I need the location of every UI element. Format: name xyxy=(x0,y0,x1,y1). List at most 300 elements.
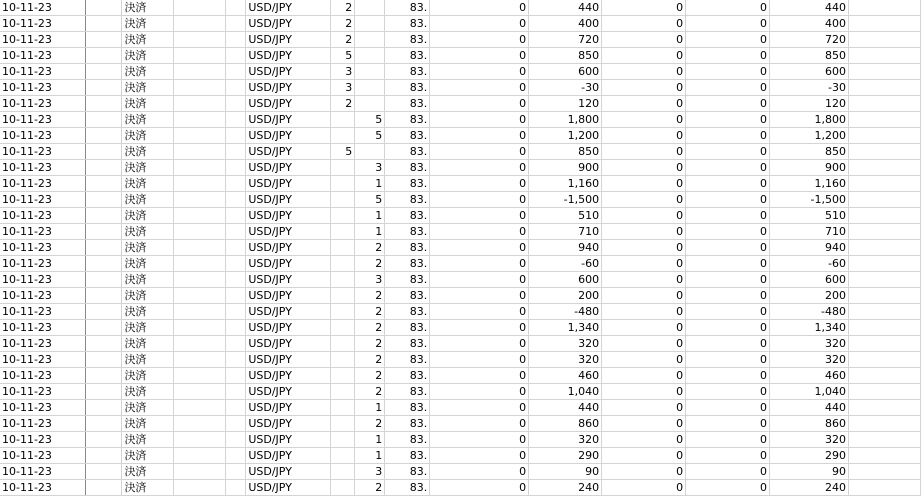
cell-empty[interactable] xyxy=(174,480,226,496)
cell-empty[interactable] xyxy=(174,336,226,352)
cell-date[interactable]: 10-11-23 xyxy=(0,464,86,480)
cell-qty-b[interactable]: 5 xyxy=(355,128,385,144)
cell-zero-1[interactable]: 0 xyxy=(430,240,529,256)
cell-empty[interactable] xyxy=(226,64,246,80)
cell-empty[interactable] xyxy=(86,160,122,176)
cell-zero-3[interactable]: 0 xyxy=(686,400,770,416)
cell-profit-loss[interactable]: 1,040 xyxy=(529,384,602,400)
cell-date[interactable]: 10-11-23 xyxy=(0,272,86,288)
cell-empty[interactable] xyxy=(226,160,246,176)
cell-price[interactable]: 83. xyxy=(385,128,430,144)
cell-profit-loss[interactable]: 600 xyxy=(529,64,602,80)
cell-empty[interactable] xyxy=(86,80,122,96)
cell-empty[interactable] xyxy=(174,16,226,32)
cell-zero-3[interactable]: 0 xyxy=(686,384,770,400)
cell-empty[interactable] xyxy=(226,240,246,256)
cell-qty-b[interactable]: 2 xyxy=(355,240,385,256)
cell-zero-1[interactable]: 0 xyxy=(430,416,529,432)
cell-empty[interactable] xyxy=(86,240,122,256)
cell-zero-3[interactable]: 0 xyxy=(686,464,770,480)
cell-zero-1[interactable]: 0 xyxy=(430,480,529,496)
cell-empty[interactable] xyxy=(174,192,226,208)
cell-profit-loss[interactable]: 900 xyxy=(529,160,602,176)
cell-zero-1[interactable]: 0 xyxy=(430,0,529,16)
cell-empty[interactable] xyxy=(174,432,226,448)
cell-qty-a[interactable] xyxy=(331,112,355,128)
cell-zero-3[interactable]: 0 xyxy=(686,112,770,128)
cell-zero-1[interactable]: 0 xyxy=(430,176,529,192)
cell-empty[interactable] xyxy=(174,208,226,224)
cell-date[interactable]: 10-11-23 xyxy=(0,144,86,160)
cell-zero-1[interactable]: 0 xyxy=(430,80,529,96)
cell-empty[interactable] xyxy=(226,272,246,288)
cell-type[interactable]: 決済 xyxy=(122,464,174,480)
cell-pair[interactable]: USD/JPY xyxy=(246,448,331,464)
cell-zero-1[interactable]: 0 xyxy=(430,336,529,352)
cell-pair[interactable]: USD/JPY xyxy=(246,416,331,432)
cell-total[interactable]: 510 xyxy=(770,208,849,224)
cell-date[interactable]: 10-11-23 xyxy=(0,288,86,304)
cell-total[interactable]: 460 xyxy=(770,368,849,384)
cell-empty[interactable] xyxy=(86,304,122,320)
cell-qty-a[interactable] xyxy=(331,256,355,272)
cell-empty[interactable] xyxy=(848,320,920,336)
cell-zero-3[interactable]: 0 xyxy=(686,432,770,448)
cell-date[interactable]: 10-11-23 xyxy=(0,192,86,208)
cell-empty[interactable] xyxy=(174,32,226,48)
cell-total[interactable]: 320 xyxy=(770,432,849,448)
cell-empty[interactable] xyxy=(226,128,246,144)
cell-empty[interactable] xyxy=(848,48,920,64)
cell-zero-2[interactable]: 0 xyxy=(602,448,686,464)
cell-empty[interactable] xyxy=(86,16,122,32)
cell-date[interactable]: 10-11-23 xyxy=(0,448,86,464)
cell-empty[interactable] xyxy=(226,352,246,368)
cell-zero-3[interactable]: 0 xyxy=(686,16,770,32)
cell-date[interactable]: 10-11-23 xyxy=(0,48,86,64)
cell-qty-b[interactable]: 2 xyxy=(355,256,385,272)
cell-zero-1[interactable]: 0 xyxy=(430,288,529,304)
cell-type[interactable]: 決済 xyxy=(122,368,174,384)
cell-qty-a[interactable] xyxy=(331,400,355,416)
cell-qty-a[interactable] xyxy=(331,288,355,304)
cell-empty[interactable] xyxy=(226,432,246,448)
cell-qty-a[interactable] xyxy=(331,432,355,448)
cell-zero-2[interactable]: 0 xyxy=(602,256,686,272)
cell-price[interactable]: 83. xyxy=(385,112,430,128)
cell-zero-3[interactable]: 0 xyxy=(686,32,770,48)
cell-zero-3[interactable]: 0 xyxy=(686,256,770,272)
cell-zero-2[interactable]: 0 xyxy=(602,416,686,432)
cell-total[interactable]: 440 xyxy=(770,400,849,416)
cell-zero-2[interactable]: 0 xyxy=(602,352,686,368)
cell-total[interactable]: -60 xyxy=(770,256,849,272)
cell-zero-3[interactable]: 0 xyxy=(686,320,770,336)
cell-qty-a[interactable] xyxy=(331,320,355,336)
cell-zero-1[interactable]: 0 xyxy=(430,112,529,128)
cell-type[interactable]: 決済 xyxy=(122,128,174,144)
cell-total[interactable]: 440 xyxy=(770,0,849,16)
cell-qty-a[interactable]: 2 xyxy=(331,16,355,32)
cell-type[interactable]: 決済 xyxy=(122,400,174,416)
cell-price[interactable]: 83. xyxy=(385,160,430,176)
cell-type[interactable]: 決済 xyxy=(122,112,174,128)
cell-qty-b[interactable]: 2 xyxy=(355,320,385,336)
cell-profit-loss[interactable]: 440 xyxy=(529,0,602,16)
cell-pair[interactable]: USD/JPY xyxy=(246,64,331,80)
cell-zero-3[interactable]: 0 xyxy=(686,224,770,240)
cell-zero-2[interactable]: 0 xyxy=(602,320,686,336)
cell-zero-2[interactable]: 0 xyxy=(602,0,686,16)
cell-profit-loss[interactable]: -30 xyxy=(529,80,602,96)
cell-empty[interactable] xyxy=(848,64,920,80)
cell-pair[interactable]: USD/JPY xyxy=(246,464,331,480)
cell-empty[interactable] xyxy=(848,352,920,368)
cell-empty[interactable] xyxy=(226,192,246,208)
cell-total[interactable]: 320 xyxy=(770,352,849,368)
cell-zero-2[interactable]: 0 xyxy=(602,160,686,176)
cell-empty[interactable] xyxy=(174,240,226,256)
cell-profit-loss[interactable]: 940 xyxy=(529,240,602,256)
cell-empty[interactable] xyxy=(226,464,246,480)
cell-pair[interactable]: USD/JPY xyxy=(246,256,331,272)
cell-date[interactable]: 10-11-23 xyxy=(0,16,86,32)
cell-empty[interactable] xyxy=(174,320,226,336)
cell-date[interactable]: 10-11-23 xyxy=(0,400,86,416)
cell-zero-3[interactable]: 0 xyxy=(686,416,770,432)
cell-empty[interactable] xyxy=(174,48,226,64)
cell-pair[interactable]: USD/JPY xyxy=(246,208,331,224)
cell-zero-1[interactable]: 0 xyxy=(430,272,529,288)
cell-total[interactable]: 1,040 xyxy=(770,384,849,400)
cell-zero-1[interactable]: 0 xyxy=(430,144,529,160)
cell-pair[interactable]: USD/JPY xyxy=(246,480,331,496)
cell-date[interactable]: 10-11-23 xyxy=(0,336,86,352)
cell-empty[interactable] xyxy=(174,416,226,432)
cell-zero-2[interactable]: 0 xyxy=(602,480,686,496)
cell-zero-1[interactable]: 0 xyxy=(430,96,529,112)
cell-profit-loss[interactable]: 320 xyxy=(529,336,602,352)
cell-pair[interactable]: USD/JPY xyxy=(246,304,331,320)
cell-price[interactable]: 83. xyxy=(385,400,430,416)
cell-profit-loss[interactable]: 1,800 xyxy=(529,112,602,128)
cell-profit-loss[interactable]: 320 xyxy=(529,352,602,368)
cell-pair[interactable]: USD/JPY xyxy=(246,48,331,64)
cell-zero-3[interactable]: 0 xyxy=(686,160,770,176)
cell-zero-2[interactable]: 0 xyxy=(602,400,686,416)
cell-pair[interactable]: USD/JPY xyxy=(246,288,331,304)
cell-zero-2[interactable]: 0 xyxy=(602,208,686,224)
cell-empty[interactable] xyxy=(848,128,920,144)
cell-empty[interactable] xyxy=(848,192,920,208)
cell-qty-b[interactable] xyxy=(355,80,385,96)
cell-date[interactable]: 10-11-23 xyxy=(0,32,86,48)
cell-zero-2[interactable]: 0 xyxy=(602,288,686,304)
cell-qty-a[interactable] xyxy=(331,128,355,144)
cell-type[interactable]: 決済 xyxy=(122,416,174,432)
cell-qty-b[interactable] xyxy=(355,96,385,112)
cell-empty[interactable] xyxy=(226,304,246,320)
cell-empty[interactable] xyxy=(174,80,226,96)
cell-date[interactable]: 10-11-23 xyxy=(0,64,86,80)
cell-profit-loss[interactable]: 120 xyxy=(529,96,602,112)
cell-pair[interactable]: USD/JPY xyxy=(246,352,331,368)
cell-profit-loss[interactable]: -1,500 xyxy=(529,192,602,208)
cell-price[interactable]: 83. xyxy=(385,240,430,256)
cell-qty-b[interactable]: 2 xyxy=(355,416,385,432)
cell-pair[interactable]: USD/JPY xyxy=(246,176,331,192)
cell-zero-1[interactable]: 0 xyxy=(430,256,529,272)
cell-type[interactable]: 決済 xyxy=(122,160,174,176)
cell-date[interactable]: 10-11-23 xyxy=(0,352,86,368)
cell-empty[interactable] xyxy=(174,400,226,416)
cell-qty-a[interactable]: 3 xyxy=(331,80,355,96)
cell-price[interactable]: 83. xyxy=(385,208,430,224)
cell-zero-1[interactable]: 0 xyxy=(430,304,529,320)
cell-zero-2[interactable]: 0 xyxy=(602,368,686,384)
cell-price[interactable]: 83. xyxy=(385,64,430,80)
cell-empty[interactable] xyxy=(86,48,122,64)
cell-empty[interactable] xyxy=(226,144,246,160)
cell-empty[interactable] xyxy=(848,240,920,256)
cell-empty[interactable] xyxy=(174,128,226,144)
cell-price[interactable]: 83. xyxy=(385,16,430,32)
cell-profit-loss[interactable]: 1,160 xyxy=(529,176,602,192)
cell-total[interactable]: -1,500 xyxy=(770,192,849,208)
cell-total[interactable]: -480 xyxy=(770,304,849,320)
cell-empty[interactable] xyxy=(86,0,122,16)
cell-type[interactable]: 決済 xyxy=(122,432,174,448)
cell-profit-loss[interactable]: 710 xyxy=(529,224,602,240)
cell-qty-a[interactable] xyxy=(331,480,355,496)
cell-qty-b[interactable]: 2 xyxy=(355,288,385,304)
cell-empty[interactable] xyxy=(226,16,246,32)
cell-zero-3[interactable]: 0 xyxy=(686,96,770,112)
cell-price[interactable]: 83. xyxy=(385,256,430,272)
cell-zero-1[interactable]: 0 xyxy=(430,208,529,224)
cell-qty-b[interactable]: 1 xyxy=(355,208,385,224)
cell-profit-loss[interactable]: 90 xyxy=(529,464,602,480)
cell-qty-a[interactable] xyxy=(331,160,355,176)
cell-qty-a[interactable] xyxy=(331,416,355,432)
cell-qty-b[interactable]: 2 xyxy=(355,304,385,320)
cell-empty[interactable] xyxy=(86,256,122,272)
cell-empty[interactable] xyxy=(174,304,226,320)
cell-pair[interactable]: USD/JPY xyxy=(246,432,331,448)
cell-empty[interactable] xyxy=(848,336,920,352)
cell-empty[interactable] xyxy=(226,96,246,112)
cell-price[interactable]: 83. xyxy=(385,96,430,112)
cell-empty[interactable] xyxy=(848,16,920,32)
cell-total[interactable]: 120 xyxy=(770,96,849,112)
cell-pair[interactable]: USD/JPY xyxy=(246,16,331,32)
cell-zero-1[interactable]: 0 xyxy=(430,16,529,32)
cell-zero-2[interactable]: 0 xyxy=(602,128,686,144)
cell-total[interactable]: 940 xyxy=(770,240,849,256)
cell-empty[interactable] xyxy=(174,112,226,128)
cell-zero-1[interactable]: 0 xyxy=(430,352,529,368)
cell-empty[interactable] xyxy=(86,64,122,80)
cell-zero-3[interactable]: 0 xyxy=(686,64,770,80)
cell-type[interactable]: 決済 xyxy=(122,352,174,368)
cell-pair[interactable]: USD/JPY xyxy=(246,400,331,416)
cell-type[interactable]: 決済 xyxy=(122,304,174,320)
cell-total[interactable]: 1,200 xyxy=(770,128,849,144)
cell-zero-2[interactable]: 0 xyxy=(602,240,686,256)
cell-type[interactable]: 決済 xyxy=(122,96,174,112)
cell-empty[interactable] xyxy=(848,176,920,192)
cell-empty[interactable] xyxy=(226,224,246,240)
cell-empty[interactable] xyxy=(848,32,920,48)
cell-profit-loss[interactable]: -60 xyxy=(529,256,602,272)
cell-type[interactable]: 決済 xyxy=(122,64,174,80)
cell-type[interactable]: 決済 xyxy=(122,240,174,256)
cell-empty[interactable] xyxy=(226,256,246,272)
cell-empty[interactable] xyxy=(848,112,920,128)
cell-total[interactable]: 1,800 xyxy=(770,112,849,128)
cell-profit-loss[interactable]: 400 xyxy=(529,16,602,32)
cell-empty[interactable] xyxy=(226,336,246,352)
cell-zero-2[interactable]: 0 xyxy=(602,16,686,32)
cell-empty[interactable] xyxy=(174,176,226,192)
cell-empty[interactable] xyxy=(848,448,920,464)
cell-pair[interactable]: USD/JPY xyxy=(246,112,331,128)
cell-empty[interactable] xyxy=(86,208,122,224)
cell-date[interactable]: 10-11-23 xyxy=(0,80,86,96)
cell-type[interactable]: 決済 xyxy=(122,224,174,240)
cell-type[interactable]: 決済 xyxy=(122,48,174,64)
cell-type[interactable]: 決済 xyxy=(122,448,174,464)
cell-zero-3[interactable]: 0 xyxy=(686,208,770,224)
cell-empty[interactable] xyxy=(174,272,226,288)
cell-empty[interactable] xyxy=(86,320,122,336)
cell-date[interactable]: 10-11-23 xyxy=(0,160,86,176)
cell-empty[interactable] xyxy=(174,256,226,272)
cell-empty[interactable] xyxy=(848,160,920,176)
cell-profit-loss[interactable]: 440 xyxy=(529,400,602,416)
cell-total[interactable]: 850 xyxy=(770,48,849,64)
cell-qty-b[interactable] xyxy=(355,32,385,48)
cell-empty[interactable] xyxy=(226,208,246,224)
cell-zero-2[interactable]: 0 xyxy=(602,224,686,240)
cell-qty-a[interactable] xyxy=(331,208,355,224)
cell-qty-b[interactable]: 1 xyxy=(355,448,385,464)
cell-zero-1[interactable]: 0 xyxy=(430,432,529,448)
cell-pair[interactable]: USD/JPY xyxy=(246,224,331,240)
cell-qty-a[interactable] xyxy=(331,304,355,320)
cell-date[interactable]: 10-11-23 xyxy=(0,256,86,272)
cell-zero-2[interactable]: 0 xyxy=(602,64,686,80)
cell-empty[interactable] xyxy=(86,144,122,160)
cell-profit-loss[interactable]: 200 xyxy=(529,288,602,304)
cell-date[interactable]: 10-11-23 xyxy=(0,480,86,496)
cell-empty[interactable] xyxy=(86,288,122,304)
cell-qty-a[interactable]: 3 xyxy=(331,64,355,80)
cell-empty[interactable] xyxy=(848,288,920,304)
cell-zero-2[interactable]: 0 xyxy=(602,464,686,480)
cell-price[interactable]: 83. xyxy=(385,0,430,16)
cell-empty[interactable] xyxy=(174,464,226,480)
cell-profit-loss[interactable]: 850 xyxy=(529,48,602,64)
cell-empty[interactable] xyxy=(848,304,920,320)
cell-date[interactable]: 10-11-23 xyxy=(0,112,86,128)
cell-total[interactable]: 860 xyxy=(770,416,849,432)
cell-empty[interactable] xyxy=(226,448,246,464)
cell-zero-1[interactable]: 0 xyxy=(430,320,529,336)
cell-zero-3[interactable]: 0 xyxy=(686,80,770,96)
cell-qty-b[interactable]: 3 xyxy=(355,160,385,176)
cell-date[interactable]: 10-11-23 xyxy=(0,368,86,384)
cell-empty[interactable] xyxy=(86,352,122,368)
cell-qty-b[interactable]: 1 xyxy=(355,176,385,192)
cell-price[interactable]: 83. xyxy=(385,320,430,336)
cell-price[interactable]: 83. xyxy=(385,32,430,48)
cell-qty-b[interactable]: 1 xyxy=(355,400,385,416)
cell-qty-b[interactable] xyxy=(355,144,385,160)
cell-date[interactable]: 10-11-23 xyxy=(0,128,86,144)
cell-zero-3[interactable]: 0 xyxy=(686,128,770,144)
cell-zero-3[interactable]: 0 xyxy=(686,352,770,368)
cell-empty[interactable] xyxy=(86,448,122,464)
cell-price[interactable]: 83. xyxy=(385,336,430,352)
cell-empty[interactable] xyxy=(226,32,246,48)
cell-qty-a[interactable] xyxy=(331,464,355,480)
cell-profit-loss[interactable]: 600 xyxy=(529,272,602,288)
cell-zero-2[interactable]: 0 xyxy=(602,48,686,64)
cell-empty[interactable] xyxy=(174,448,226,464)
cell-empty[interactable] xyxy=(226,288,246,304)
cell-zero-3[interactable]: 0 xyxy=(686,480,770,496)
cell-total[interactable]: 240 xyxy=(770,480,849,496)
cell-zero-2[interactable]: 0 xyxy=(602,96,686,112)
cell-empty[interactable] xyxy=(86,112,122,128)
cell-qty-a[interactable] xyxy=(331,176,355,192)
cell-empty[interactable] xyxy=(848,144,920,160)
cell-zero-1[interactable]: 0 xyxy=(430,48,529,64)
cell-empty[interactable] xyxy=(848,272,920,288)
cell-date[interactable]: 10-11-23 xyxy=(0,432,86,448)
cell-profit-loss[interactable]: 860 xyxy=(529,416,602,432)
cell-date[interactable]: 10-11-23 xyxy=(0,96,86,112)
cell-empty[interactable] xyxy=(174,288,226,304)
cell-price[interactable]: 83. xyxy=(385,368,430,384)
cell-empty[interactable] xyxy=(86,96,122,112)
cell-date[interactable]: 10-11-23 xyxy=(0,0,86,16)
cell-pair[interactable]: USD/JPY xyxy=(246,144,331,160)
cell-type[interactable]: 決済 xyxy=(122,384,174,400)
cell-date[interactable]: 10-11-23 xyxy=(0,208,86,224)
cell-zero-3[interactable]: 0 xyxy=(686,368,770,384)
cell-qty-b[interactable]: 2 xyxy=(355,368,385,384)
cell-empty[interactable] xyxy=(226,80,246,96)
cell-pair[interactable]: USD/JPY xyxy=(246,240,331,256)
cell-qty-b[interactable]: 1 xyxy=(355,224,385,240)
cell-empty[interactable] xyxy=(174,96,226,112)
cell-empty[interactable] xyxy=(174,352,226,368)
cell-empty[interactable] xyxy=(226,48,246,64)
cell-total[interactable]: 900 xyxy=(770,160,849,176)
cell-qty-b[interactable]: 2 xyxy=(355,384,385,400)
cell-qty-a[interactable] xyxy=(331,352,355,368)
cell-profit-loss[interactable]: 510 xyxy=(529,208,602,224)
cell-date[interactable]: 10-11-23 xyxy=(0,384,86,400)
cell-empty[interactable] xyxy=(226,480,246,496)
cell-profit-loss[interactable]: 720 xyxy=(529,32,602,48)
cell-type[interactable]: 決済 xyxy=(122,480,174,496)
cell-zero-1[interactable]: 0 xyxy=(430,400,529,416)
cell-empty[interactable] xyxy=(848,368,920,384)
cell-qty-b[interactable]: 5 xyxy=(355,112,385,128)
